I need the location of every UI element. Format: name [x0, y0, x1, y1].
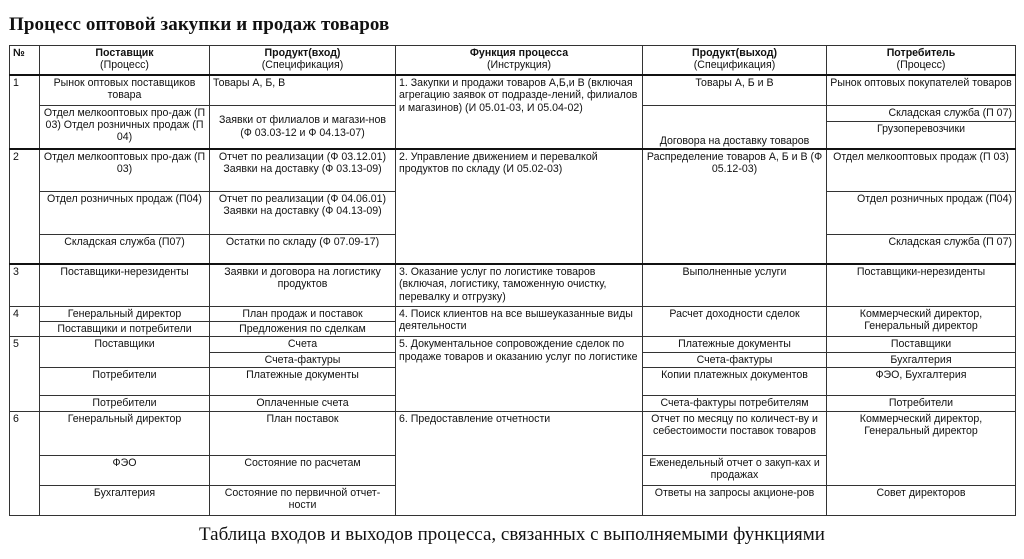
input-cell: Счета-фактуры [210, 352, 396, 367]
input-cell: Состояние по расчетам [210, 455, 396, 485]
supplier-cell: Поставщики [40, 337, 210, 368]
input-cell: Отчет по реализации (Ф 03.12.01) Заявки на доставку (Ф 03.13-09) [210, 149, 396, 191]
header-output [643, 46, 827, 76]
consumer-cell: Складская служба (П 07) [827, 234, 1016, 264]
output-cell: Отчет по месяцу по количест-ву и себестоимости поставок товаров [643, 411, 827, 455]
consumer-cell: Грузоперевозчики [827, 121, 1016, 149]
consumer-cell: Поставщики-нерезиденты [827, 264, 1016, 306]
output-cell: Копии платежных документов [643, 368, 827, 396]
header-function [396, 46, 643, 76]
input-cell: Платежные документы [210, 368, 396, 396]
consumer-cell: Потребители [827, 396, 1016, 411]
header-consumer [827, 46, 1016, 76]
input-cell: Отчет по реализации (Ф 04.06.01) Заявки на доставку (Ф 04.13-09) [210, 191, 396, 234]
function-cell: 1. Закупки и продажи товаров А,Б,и В (включая агрегацию заявок от подразде-лений, филиалов и магазинов) (И 05.01-03, И 05.04-02) [396, 75, 643, 149]
supplier-cell: Потребители [40, 368, 210, 396]
header-consumer-sub: (Процесс) [896, 59, 946, 72]
header-input-sub: (Спецификация) [261, 59, 344, 72]
function-cell: 4. Поиск клиентов на все вышеуказанные виды деятельности [396, 306, 643, 337]
table-row [10, 149, 1016, 191]
row-number: 4 [10, 306, 40, 337]
input-cell: Состояние по первичной отчет-ности [210, 485, 396, 515]
input-cell: Остатки по складу (Ф 07.09-17) [210, 234, 396, 264]
output-cell: Договора на доставку товаров [643, 105, 827, 149]
consumer-cell: Отдел розничных продаж (П04) [827, 191, 1016, 234]
consumer-cell: Отдел мелкооптовых продаж (П 03) [827, 149, 1016, 191]
table-row [10, 337, 1016, 352]
input-cell: Заявки от филиалов и магази-нов (Ф 03.03-12 и Ф 04.13-07) [210, 105, 396, 149]
function-cell: 6. Предоставление отчетности [396, 411, 643, 515]
supplier-cell: Складская служба (П07) [40, 234, 210, 264]
output-cell: Ответы на запросы акционе-ров [643, 485, 827, 515]
output-cell: Еженедельный отчет о закуп-ках и продажах [643, 455, 827, 485]
row-number: 1 [10, 75, 40, 149]
output-cell: Товары А, Б и В [643, 75, 827, 105]
supplier-cell: Отдел розничных продаж (П04) [40, 191, 210, 234]
supplier-cell: Поставщики и потребители [40, 321, 210, 336]
row-number: 2 [10, 149, 40, 264]
consumer-cell: Складская служба (П 07) [827, 105, 1016, 121]
header-function-sub: (Инструкция) [486, 59, 552, 72]
supplier-cell: Поставщики-нерезиденты [40, 264, 210, 306]
header-input [210, 46, 396, 76]
function-cell: 5. Документальное сопровождение сделок по продаже товаров и оказанию услуг по логистике [396, 337, 643, 411]
supplier-cell: Генеральный директор [40, 411, 210, 455]
output-cell: Расчет доходности сделок [643, 306, 827, 337]
supplier-cell: Рынок оптовых поставщиков товара [40, 75, 210, 105]
table-row [10, 306, 1016, 321]
supplier-cell: Отдел мелкооптовых про-даж (П 03) [40, 149, 210, 191]
supplier-cell: Генеральный директор [40, 306, 210, 321]
input-cell: План поставок [210, 411, 396, 455]
header-output-title: Продукт(выход) [692, 47, 777, 59]
consumer-cell: Бухгалтерия [827, 352, 1016, 367]
function-cell: 2. Управление движением и перевалкой продуктов по складу (И 05.02-03) [396, 149, 643, 264]
input-cell: Товары А, Б, В [210, 75, 396, 105]
header-supplier-sub: (Процесс) [100, 59, 149, 72]
header-output-sub: (Спецификация) [693, 59, 776, 72]
output-cell: Выполненные услуги [643, 264, 827, 306]
output-cell: Платежные документы [643, 337, 827, 352]
table-row [10, 411, 1016, 455]
input-cell: План продаж и поставок [210, 306, 396, 321]
page-title: Процесс оптовой закупки и продаж товаров [9, 14, 390, 35]
output-cell: Счета-фактуры [643, 352, 827, 367]
table-header-row [10, 46, 1016, 76]
output-cell: Счета-фактуры потребителям [643, 396, 827, 411]
table-row [10, 75, 1016, 105]
consumer-cell: Совет директоров [827, 485, 1016, 515]
row-number: 6 [10, 411, 40, 515]
header-consumer-title: Потребитель [886, 47, 956, 59]
input-cell: Счета [210, 337, 396, 352]
header-supplier [40, 46, 210, 76]
row-number: 5 [10, 337, 40, 411]
row-number: 3 [10, 264, 40, 306]
table-caption: Таблица входов и выходов процесса, связанных с выполняемыми функциями [199, 524, 825, 545]
header-supplier-title: Поставщик [95, 47, 154, 59]
consumer-cell: ФЭО, Бухгалтерия [827, 368, 1016, 396]
table-row [10, 264, 1016, 306]
input-cell: Оплаченные счета [210, 396, 396, 411]
function-cell: 3. Оказание услуг по логистике товаров (включая, логистику, таможенную очистку, перевалку и отгрузку) [396, 264, 643, 306]
header-function-title: Функция процесса [469, 47, 569, 59]
supplier-cell: Отдел мелкооптовых про-даж (П 03) Отдел розничных продаж (П 04) [40, 105, 210, 149]
input-cell: Заявки и договора на логистику продуктов [210, 264, 396, 306]
supplier-cell: Бухгалтерия [40, 485, 210, 515]
supplier-cell: Потребители [40, 396, 210, 411]
output-cell: Распределение товаров А, Б и В (Ф 05.12-03) [643, 149, 827, 264]
input-cell: Предложения по сделкам [210, 321, 396, 336]
header-num: № [10, 46, 40, 76]
consumer-cell: Коммерческий директор, Генеральный директор [827, 306, 1016, 337]
consumer-cell: Рынок оптовых покупателей товаров [827, 75, 1016, 105]
consumer-cell: Коммерческий директор, Генеральный директор [827, 411, 1016, 485]
supplier-cell: ФЭО [40, 455, 210, 485]
header-input-title: Продукт(вход) [264, 47, 341, 59]
consumer-cell: Поставщики [827, 337, 1016, 352]
process-table [9, 45, 1016, 516]
